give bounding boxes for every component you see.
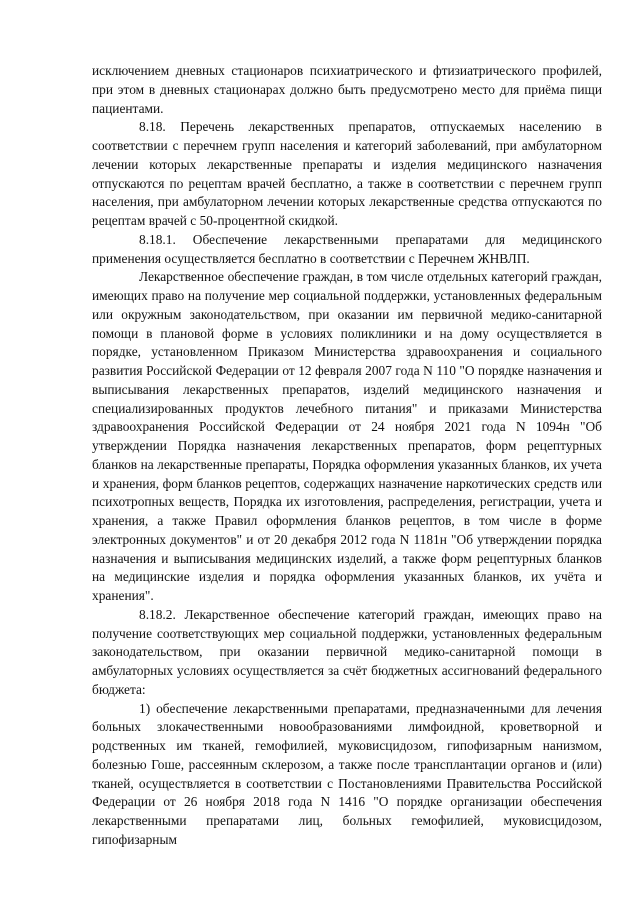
paragraph-drug-supply: Лекарственное обеспечение граждан, в том числе отдельных категорий граждан, имеющих право на получение мер социальной поддержки, установленных федеральным или окружным законодательством, при оказании им первичной медико-санитарной помощи в плановой форме в условиях поликлиники и на дому осуществляется в порядке, установленном Приказом Министерства здравоохранения и социального развития Российской Федерации от 12 февраля 2007 года N 110 "О порядке назначения и выписывания лекарственных препаратов, изделий медицинского назначения и специализированных продуктов лечебного питания" и приказами Министерства здравоохранения Российской Федерации от 24 ноября 2021 года N 1094н "Об утверждении Порядка назначения лекарственных препаратов, форм рецептурных бланков на лекарственные препараты, Порядка оформления указанных бланков, их учета и хранения, форм бланков рецептов, содержащих назначение наркотических средств или психотропных веществ, Порядка их изготовления, распределения, регистрации, учета и хранения, а также Правил оформления бланков рецептов, в том числе в форме электронных документов" и от 20 декабря 2012 года N 1181н "Об утверждении порядка назначения и выписывания медицинских изделий, а также форм рецептурных бланков на медицинские изделия и порядка оформления указанных бланков, их учёта и хранения". (92, 269, 602, 603)
paragraph-continuation: исключением дневных стационаров психиатрического и фтизиатрического профилей, при этом в дневных стационарах должно быть предусмотрено место для приёма пищи пациентами. (92, 63, 602, 116)
document-body (92, 62, 602, 850)
paragraph-8-18-2: 8.18.2. Лекарственное обеспечение категорий граждан, имеющих право на получение соответствующих мер социальной поддержки, установленных федеральным законодательством, при оказании первичной медико-санитарной помощи в амбулаторных условиях осуществляется за счёт бюджетных ассигнований федерального бюджета: (92, 606, 602, 697)
paragraph-8-18: 8.18. Перечень лекарственных препаратов, отпускаемых населению в соответствии с перечнем групп населения и категорий заболеваний, при амбулаторном лечении которых лекарственные препараты и изделия медицинского назначения отпускаются по рецептам врачей бесплатно, а также в соответствии с перечнем групп населения, при амбулаторном лечении которых лекарственные средства отпускаются по рецептам врачей с 50-процентной скидкой. (92, 119, 602, 228)
paragraph-8-18-1: 8.18.1. Обеспечение лекарственными препаратами для медицинского применения осуществляется бесплатно в соответствии с Перечнем ЖНВЛП. (92, 231, 602, 266)
paragraph-item-1: 1) обеспечение лекарственными препаратами, предназначенными для лечения больных злокачественными новообразованиями лимфоидной, кроветворной и родственных им тканей, гемофилией, муковисцидозом, гипофизарным нанизмом, болезнью Гоше, рассеянным склерозом, а также после трансплантации органов и (или) тканей, осуществляется в соответствии с Постановлениями Правительства Российской Федерации от 26 ноября 2018 года N 1416 "О порядке организации обеспечения лекарственными препаратами лиц, больных гемофилией, муковисцидозом, гипофизарным (92, 700, 602, 847)
